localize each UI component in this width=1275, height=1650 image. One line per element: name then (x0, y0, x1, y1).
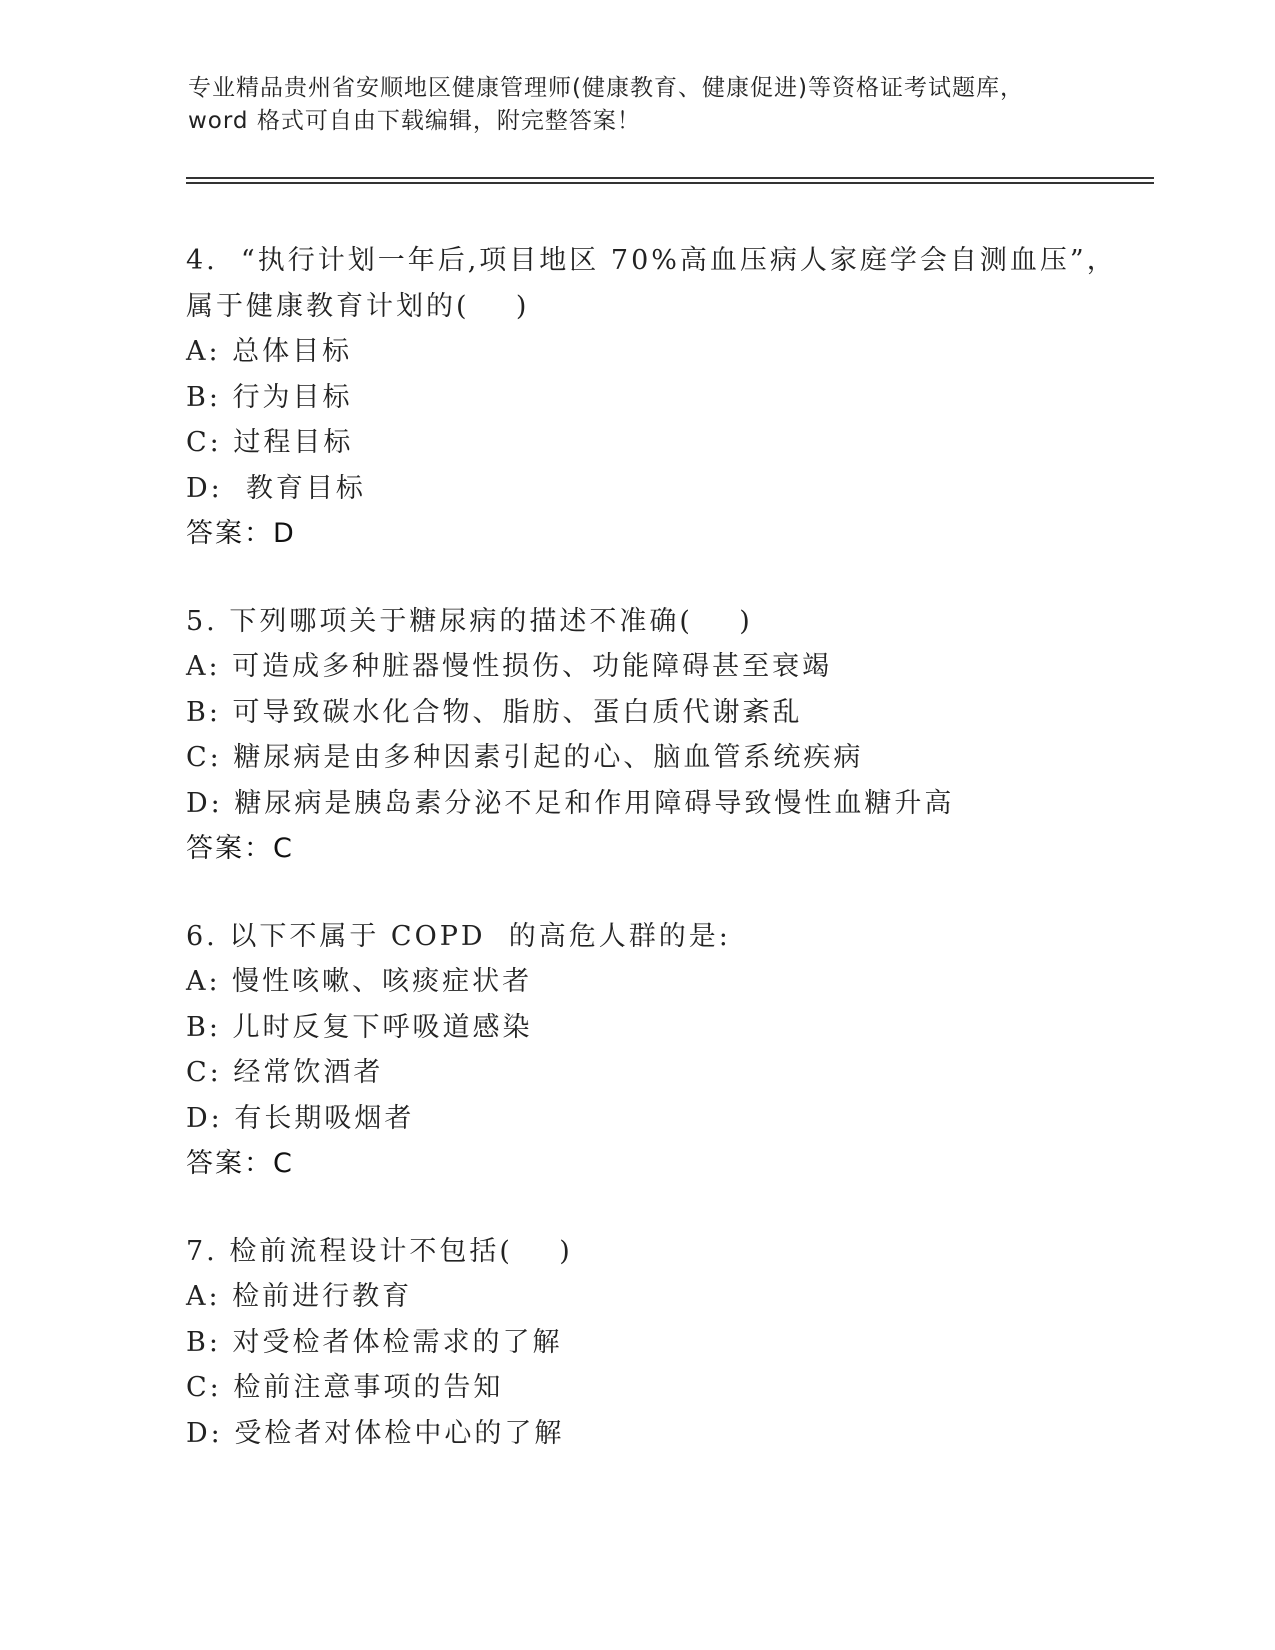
option-b: B: 可导致碳水化合物、脂肪、蛋白质代谢紊乱 (186, 696, 803, 728)
question-5 (186, 599, 1146, 872)
option-d: D: 有长期吸烟者 (186, 1102, 415, 1134)
question-7 (186, 1229, 1146, 1457)
option-c: C: 检前注意事项的告知 (186, 1372, 504, 1403)
option-b: B: 对受检者体检需求的了解 (186, 1326, 563, 1358)
option-c: C: 糖尿病是由多种因素引起的心、脑血管系统疾病 (186, 742, 864, 773)
question-6 (186, 914, 1146, 1187)
option-d: D: 教育目标 (186, 472, 366, 504)
question-stem-line: 4. “执行计划一年后,项目地区 70%高血压病人家庭学会自测血压”， (186, 245, 1117, 276)
header-line-2: word 格式可自由下载编辑，附完整答案！ (188, 108, 641, 134)
question-stem-line: 属于健康教育计划的( ) (186, 290, 530, 322)
answer: 答案：D (186, 518, 296, 549)
option-b: B: 儿时反复下呼吸道感染 (186, 1011, 533, 1043)
option-a: A: 慢性咳嗽、咳痰症状者 (186, 966, 533, 997)
question-4 (186, 238, 1146, 557)
option-b: B: 行为目标 (186, 381, 353, 413)
option-d: D: 受检者对体检中心的了解 (186, 1417, 565, 1449)
document-header (188, 72, 1088, 138)
header-rule-bottom (186, 182, 1154, 184)
answer: 答案：C (186, 833, 294, 864)
option-d: D: 糖尿病是胰岛素分泌不足和作用障碍导致慢性血糖升高 (186, 787, 955, 819)
question-stem-line: 5. 下列哪项关于糖尿病的描述不准确( ) (186, 605, 753, 637)
option-c: C: 过程目标 (186, 427, 354, 458)
answer: 答案：C (186, 1148, 294, 1179)
option-a: A: 可造成多种脏器慢性损伤、功能障碍甚至衰竭 (186, 651, 833, 682)
option-a: A: 检前进行教育 (186, 1281, 413, 1312)
option-c: C: 经常饮酒者 (186, 1057, 384, 1088)
option-a: A: 总体目标 (186, 336, 353, 367)
header-line-1: 专业精品贵州省安顺地区健康管理师(健康教育、健康促进)等资格证考试题库， (188, 75, 1024, 101)
question-list (186, 238, 1146, 1498)
header-rule-top (186, 177, 1154, 179)
question-stem-line: 7. 检前流程设计不包括( ) (186, 1235, 573, 1267)
question-stem-line: 6. 以下不属于 COPD 的高危人群的是: (186, 920, 731, 952)
